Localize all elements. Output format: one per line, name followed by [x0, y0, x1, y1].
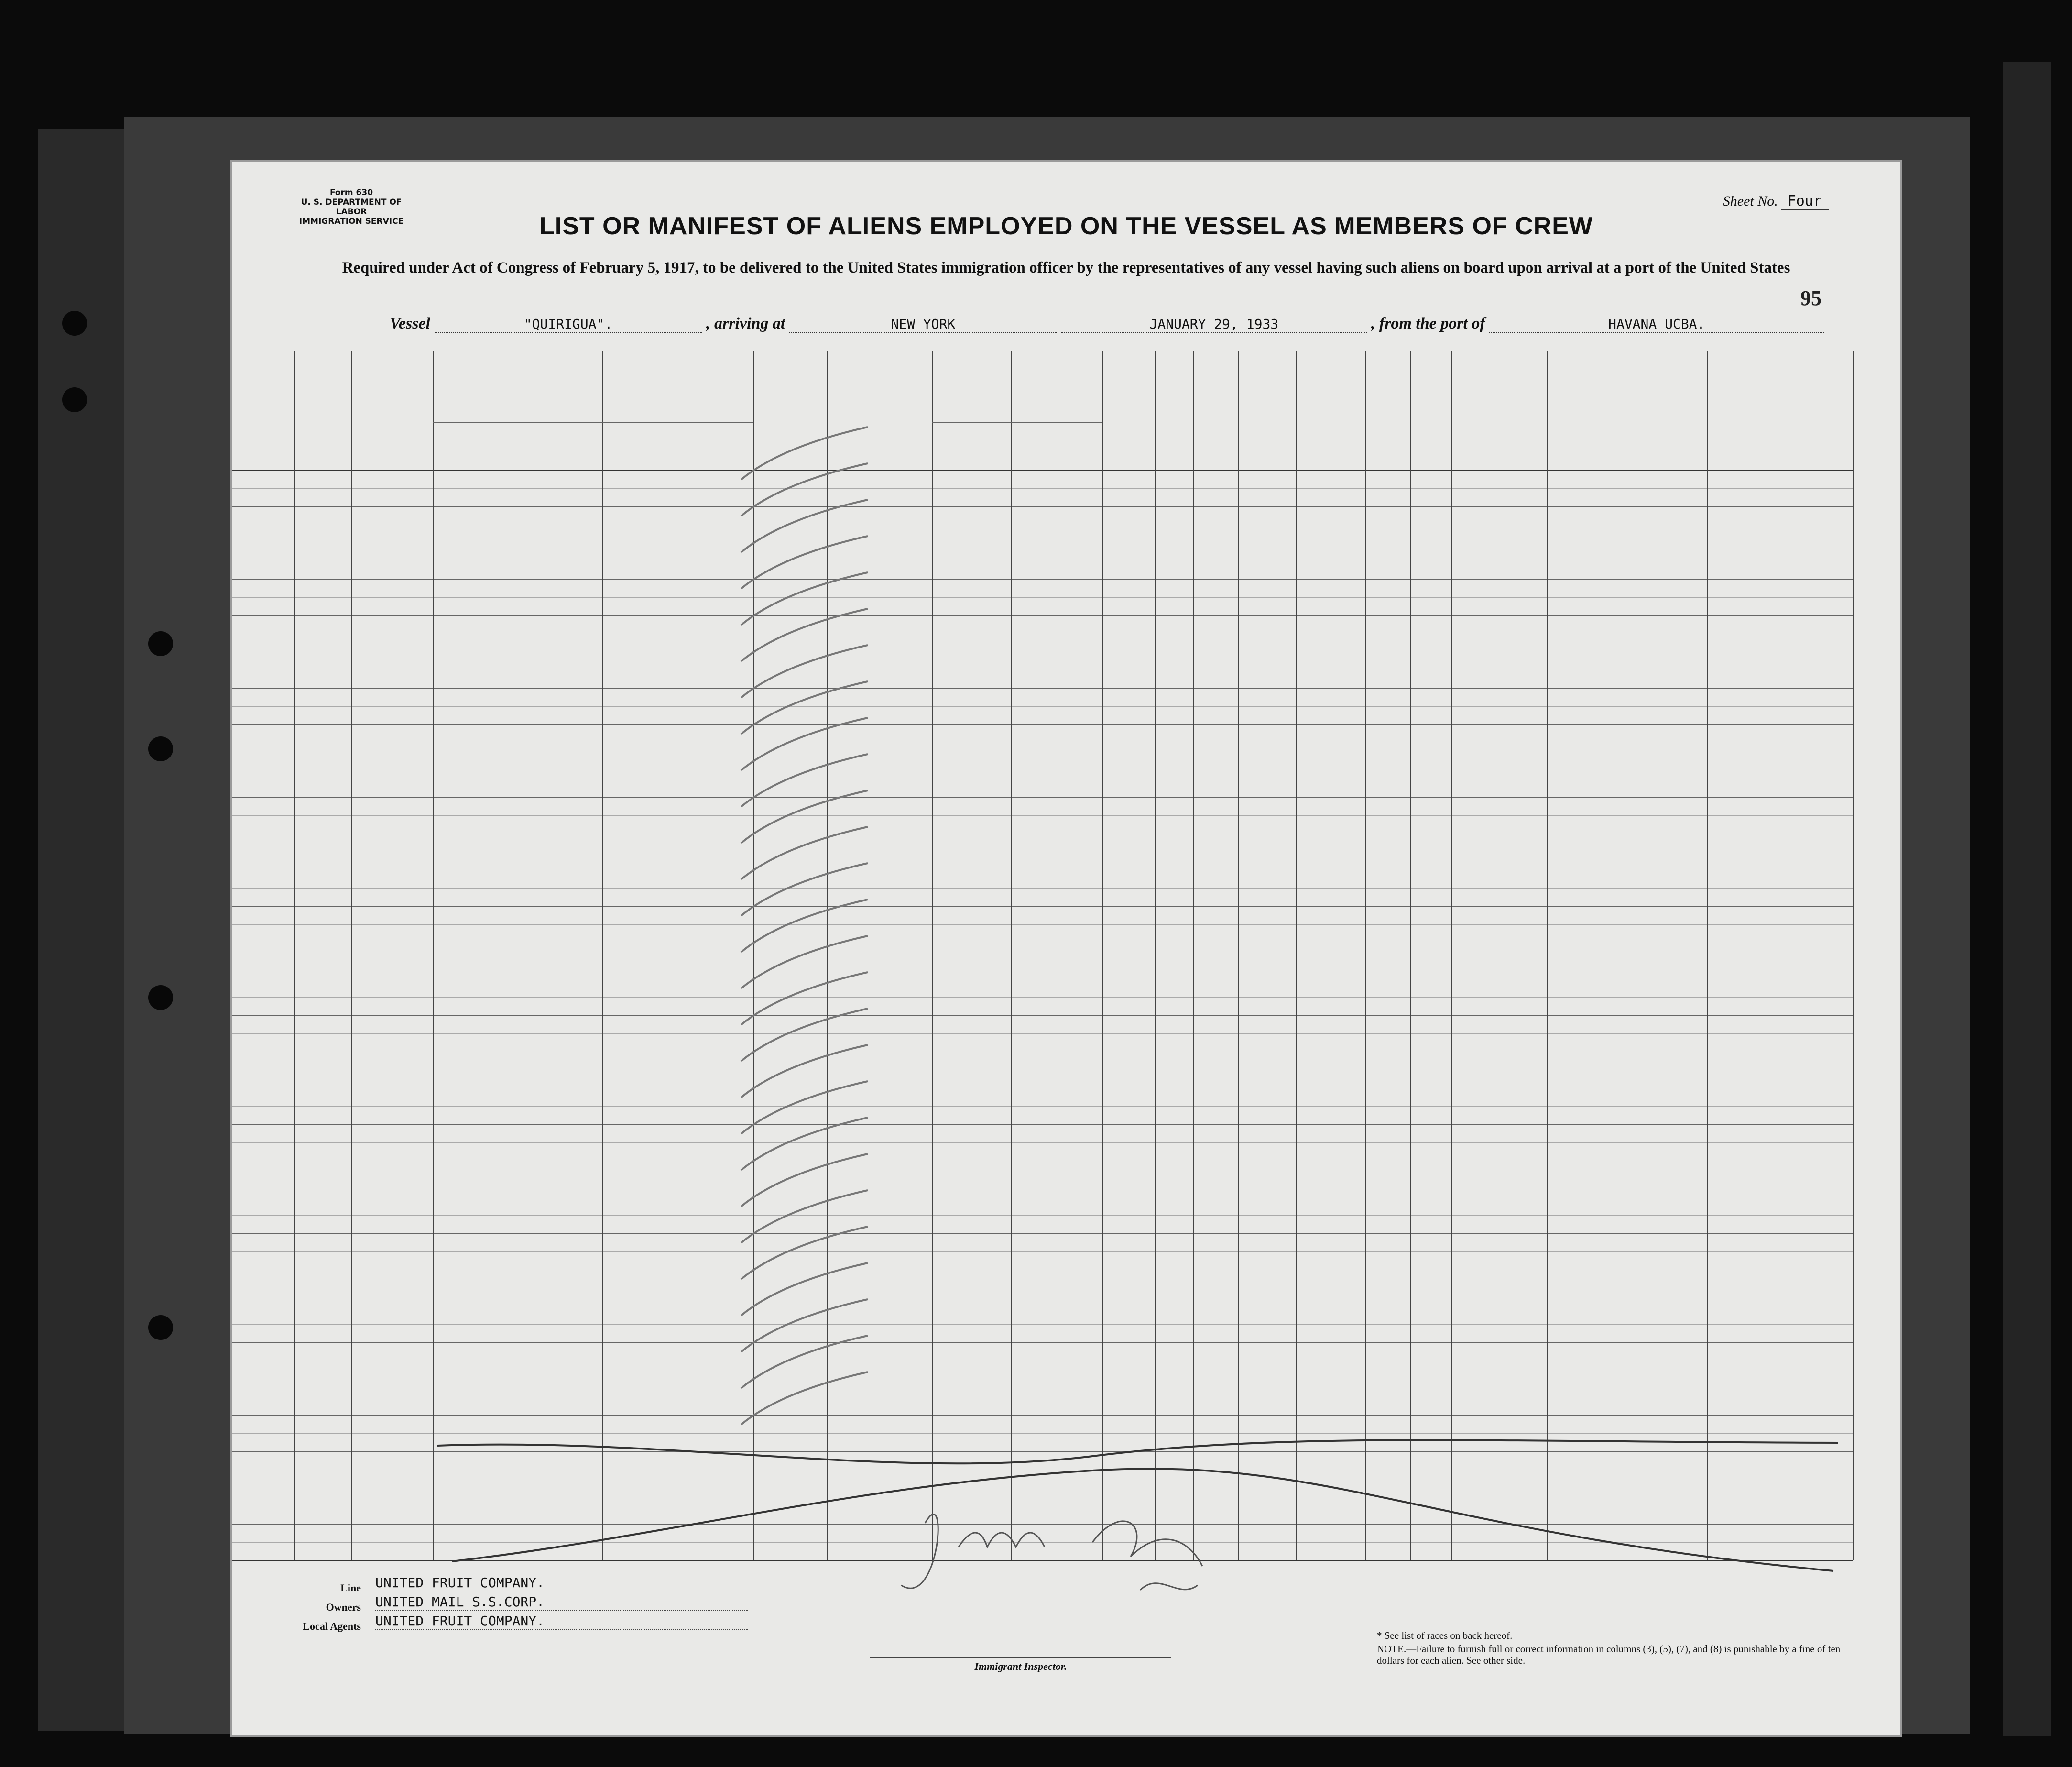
row-rule	[232, 1415, 1853, 1416]
pencil-check-mark	[741, 1336, 868, 1388]
pencil-check-mark	[741, 1263, 868, 1316]
binder-hole	[62, 311, 87, 336]
page-title: LIST OR MANIFEST OF ALIENS EMPLOYED ON THE VESSEL AS MEMBERS OF CREW	[539, 212, 1593, 240]
row-rule	[232, 1124, 1853, 1125]
row-rule	[232, 688, 1853, 689]
row-rule	[232, 1015, 1853, 1016]
inspector-signature-line: Immigrant Inspector.	[870, 1657, 1171, 1673]
column-header	[1156, 384, 1191, 465]
row-rule	[232, 797, 1853, 798]
subheader-rule	[932, 422, 1102, 423]
column-header	[934, 384, 1100, 413]
sheet-number	[1723, 193, 1829, 209]
owners-value: UNITED MAIL S.S.CORP.	[375, 1594, 748, 1611]
pencil-check-mark	[741, 863, 868, 916]
row-rule	[232, 906, 1853, 907]
column-header	[1367, 384, 1408, 465]
column-rule	[1155, 351, 1156, 1560]
sheet-value: Four	[1781, 193, 1829, 210]
binder-hole	[148, 631, 173, 656]
pencil-check-mark	[741, 536, 868, 589]
pencil-check-mark	[741, 609, 868, 661]
pencil-check-mark	[741, 1227, 868, 1279]
pencil-check-mark	[741, 1118, 868, 1170]
column-rule	[1853, 351, 1854, 1560]
row-rule	[232, 1524, 1853, 1525]
binder-hole	[62, 387, 87, 412]
binder-hole	[148, 1315, 173, 1340]
pencil-check-mark	[741, 463, 868, 516]
column-rule	[1011, 351, 1012, 1560]
from-port: HAVANA UCBA.	[1489, 316, 1824, 333]
pencil-check-mark	[741, 572, 868, 625]
column-rule	[1547, 351, 1548, 1560]
row-half-rule	[232, 706, 1853, 707]
table-bottom-rule	[232, 1560, 1853, 1561]
column-rule	[1102, 351, 1103, 1560]
pencil-check-mark	[741, 500, 868, 552]
agents-label: Local Agents	[303, 1620, 361, 1632]
pencil-check-mark	[741, 1154, 868, 1207]
agents-value: UNITED FRUIT COMPANY.	[375, 1613, 748, 1630]
column-rule	[1707, 351, 1708, 1560]
column-rule	[827, 351, 828, 1560]
arriving-label: , arriving at	[706, 315, 785, 332]
manifest-sheet	[232, 162, 1900, 1735]
subcolumn-header	[932, 446, 1011, 461]
vessel-label: Vessel	[390, 315, 430, 332]
from-label: , from the port of	[1371, 315, 1485, 332]
header-bottom-rule	[232, 470, 1853, 471]
pencil-check-mark	[741, 1299, 868, 1352]
row-rule	[232, 1342, 1853, 1343]
row-half-rule	[232, 1542, 1853, 1543]
pencil-check-mark	[741, 827, 868, 879]
column-header	[829, 384, 930, 465]
column-header	[353, 384, 431, 465]
binder-hole	[148, 985, 173, 1010]
column-rule	[753, 351, 754, 1560]
pencil-check-mark	[741, 1009, 868, 1061]
pencil-check-mark	[741, 900, 868, 952]
column-rule	[932, 351, 933, 1560]
line-label: Line	[340, 1582, 361, 1594]
subheader-rule	[433, 422, 753, 423]
row-half-rule	[232, 1215, 1853, 1216]
column-header	[1240, 384, 1294, 465]
owners-label: Owners	[326, 1601, 361, 1613]
column-header	[1709, 384, 1851, 465]
column-rule	[602, 351, 603, 1560]
column-header	[1195, 384, 1236, 465]
service: IMMIGRATION SERVICE	[299, 217, 404, 226]
column-header	[296, 384, 349, 465]
column-header	[1549, 384, 1705, 465]
right-edge-strip	[2003, 62, 2051, 1736]
pencil-check-mark	[741, 1081, 868, 1134]
row-rule	[232, 1451, 1853, 1452]
column-rule	[351, 351, 352, 1560]
pencil-check-mark	[741, 972, 868, 1025]
subcolumn-header	[433, 446, 602, 461]
row-half-rule	[232, 1033, 1853, 1034]
arrival-date: JANUARY 29, 1933	[1061, 316, 1367, 333]
binder-hole	[148, 736, 173, 761]
subcolumn-header	[602, 446, 753, 461]
column-rule	[1365, 351, 1366, 1560]
department: U. S. DEPARTMENT OF LABOR	[301, 198, 402, 217]
sheet-label: Sheet No.	[1723, 193, 1778, 209]
races-note: * See list of races on back hereof.	[1377, 1630, 1513, 1641]
column-header	[755, 384, 825, 465]
subcolumn-header	[1011, 446, 1102, 461]
pencil-check-mark	[741, 681, 868, 734]
row-half-rule	[232, 1251, 1853, 1252]
page-number: 95	[1800, 286, 1821, 310]
column-rule	[433, 351, 434, 1560]
pencil-check-mark	[741, 754, 868, 807]
row-rule	[232, 506, 1853, 507]
column-header	[1412, 384, 1449, 465]
row-rule	[232, 724, 1853, 725]
vessel-name: "QUIRIGUA".	[435, 316, 702, 333]
row-rule	[232, 615, 1853, 616]
column-header	[1453, 384, 1545, 465]
penalty-note: NOTE.—Failure to furnish full or correct information in columns (3), (5), (7), and (8) is punishable by a fine of ten dollars for each alien. See other side.	[1377, 1643, 1841, 1666]
page-subtitle: Required under Act of Congress of February 5, 1917, to be delivered to the United States immigration officer by the representatives of any vessel having such aliens on board upon arrival at a port of the United States	[342, 259, 1790, 276]
row-half-rule	[232, 997, 1853, 998]
form-number: Form 630	[329, 188, 373, 198]
column-header	[1298, 384, 1363, 465]
pencil-check-mark	[741, 1372, 868, 1425]
pencil-check-mark	[741, 718, 868, 770]
column-rule	[294, 351, 295, 1560]
row-rule	[232, 579, 1853, 580]
row-half-rule	[232, 597, 1853, 598]
line-value: UNITED FRUIT COMPANY.	[375, 1575, 748, 1591]
pencil-check-mark	[741, 790, 868, 843]
row-half-rule	[232, 1324, 1853, 1325]
row-half-rule	[232, 1433, 1853, 1434]
column-rule	[1410, 351, 1411, 1560]
row-half-rule	[232, 924, 1853, 925]
column-rule	[1193, 351, 1194, 1560]
column-rule	[1451, 351, 1452, 1560]
row-rule	[232, 1233, 1853, 1234]
binder-strip	[38, 129, 127, 1731]
arriving-port: NEW YORK	[789, 316, 1057, 333]
pencil-check-mark	[741, 936, 868, 988]
pencil-check-mark	[741, 645, 868, 698]
column-rule	[1296, 351, 1297, 1560]
row-half-rule	[232, 1142, 1853, 1143]
closing-line	[452, 1469, 1833, 1571]
pencil-check-mark	[741, 1045, 868, 1098]
row-half-rule	[232, 815, 1853, 816]
row-half-rule	[232, 888, 1853, 889]
pencil-check-mark	[741, 1190, 868, 1243]
row-half-rule	[232, 488, 1853, 489]
inspector-signature	[901, 1514, 1202, 1590]
row-half-rule	[232, 1106, 1853, 1107]
column-header	[435, 384, 751, 413]
column-header	[1104, 384, 1153, 465]
vessel-line	[390, 315, 1848, 339]
column-rule	[1238, 351, 1239, 1560]
